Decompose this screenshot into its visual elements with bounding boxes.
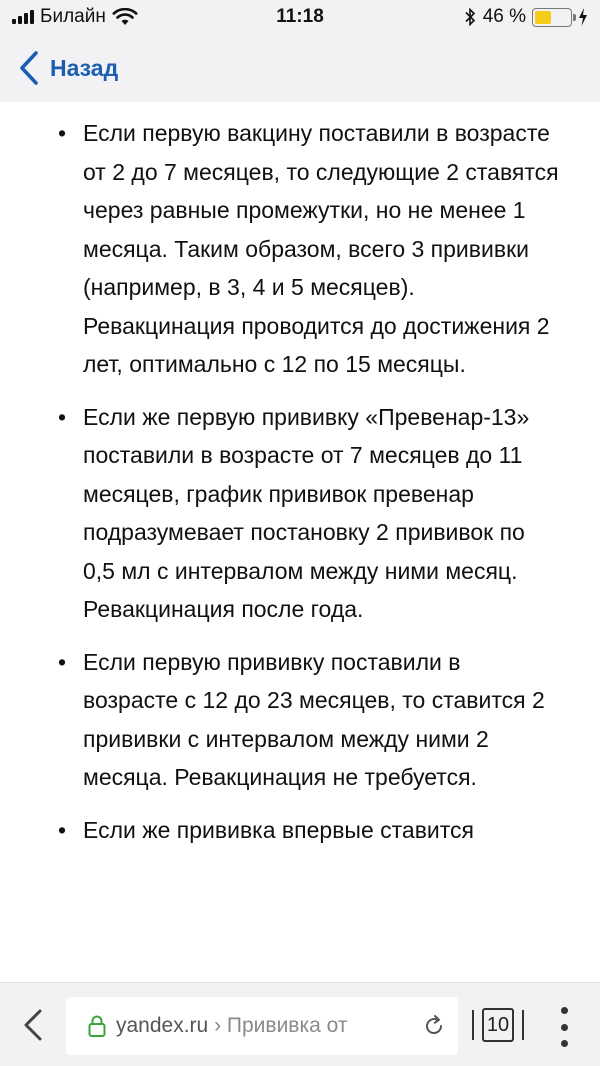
- browser-back-icon[interactable]: [18, 1007, 46, 1043]
- address-bar[interactable]: [66, 997, 458, 1055]
- battery-percent: 46 %: [482, 6, 526, 27]
- battery-icon: [532, 8, 572, 27]
- tabs-left-edge: [472, 1010, 474, 1040]
- list-item: [0, 811, 600, 850]
- tabs-button[interactable]: [472, 1005, 524, 1045]
- back-label: Назад: [50, 54, 119, 81]
- article-content: [0, 102, 600, 982]
- url-title: Прививка от: [226, 1014, 348, 1037]
- chevron-left-icon: [18, 50, 40, 86]
- tab-count: 10: [482, 1008, 514, 1042]
- list-item: [0, 643, 600, 797]
- more-vertical-icon[interactable]: [556, 1007, 572, 1047]
- lock-icon: [88, 1014, 106, 1038]
- bullet-dot: •: [58, 648, 67, 675]
- url-domain: yandex.ru: [116, 1014, 209, 1037]
- bullet-dot: •: [58, 120, 67, 146]
- list-item: [0, 114, 600, 384]
- carrier-name: Билайн: [40, 6, 106, 27]
- status-right: [463, 6, 588, 28]
- bluetooth-icon: [463, 8, 477, 26]
- list-item-text: Если первую вакцину поставили в возрасте от 2 до 7 месяцев, то следующие 2 ставятся через равные промежутки, но не менее 1 месяца. Таким образом, всего 3 прививки (например, в 3, 4 и 5 месяцев). Ревакцинация проводится до достижения 2 лет, оптимально с 12 по 15 месяцы.: [83, 120, 559, 377]
- reload-icon[interactable]: [422, 1014, 446, 1038]
- status-bar: [0, 0, 600, 34]
- status-time: 11:18: [276, 6, 324, 27]
- back-button[interactable]: [18, 48, 118, 88]
- nav-bar: [0, 34, 600, 102]
- browser-toolbar: [0, 982, 600, 1066]
- tabs-right-edge: [522, 1010, 524, 1040]
- battery-fill: [535, 11, 551, 24]
- bullet-list: [0, 102, 600, 849]
- list-item-text: Если же прививка впервые ставится: [83, 816, 474, 843]
- battery-nub: [573, 14, 576, 21]
- list-item-text: Если же первую прививку «Превенар-13» поставили в возрасте от 7 месяцев до 11 месяцев, график прививок превенар подразумевает постановку 2 прививок по 0,5 мл с интервалом между ними месяц. Ревакцинация после года.: [83, 403, 530, 622]
- url-text: [116, 1014, 412, 1038]
- charging-bolt-icon: [578, 8, 588, 26]
- list-item: [0, 398, 600, 629]
- bullet-dot: •: [58, 403, 67, 430]
- url-separator: ›: [208, 1014, 227, 1037]
- bullet-dot: •: [58, 816, 67, 843]
- list-item-text: Если первую прививку поставили в возрасте с 12 до 23 месяцев, то ставится 2 прививки с интервалом между ними 2 месяца. Ревакцинация не требуется.: [83, 648, 545, 790]
